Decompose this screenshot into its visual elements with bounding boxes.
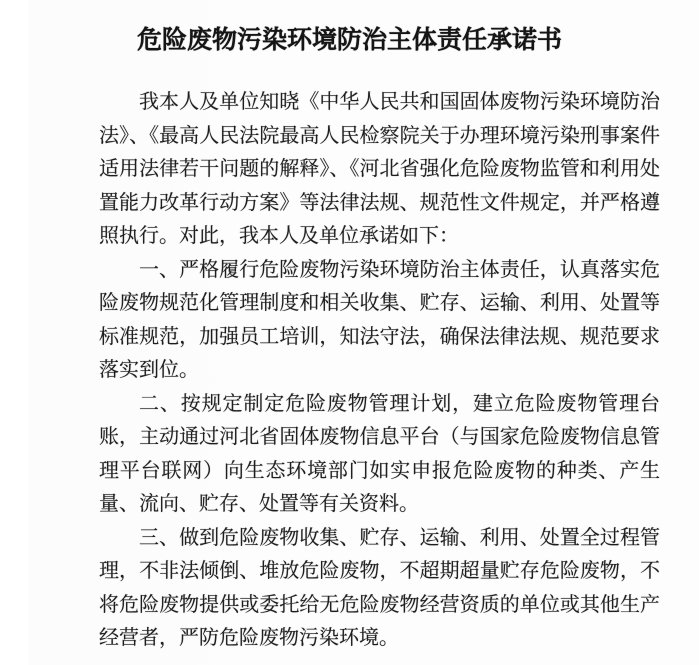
scan-edge-band (0, 0, 28, 665)
paragraph-item-1: 一、严格履行危险废物污染环境防治主体责任，认真落实危险废物规范化管理制度和相关收集、贮存、运输、利用、处置等标准规范，加强员工培训，知法守法，确保法律法规、规范要求落实到位。 (99, 258, 660, 381)
paragraph-item-2: 二、按规定制定危险废物管理计划，建立危险废物管理台账，主动通过河北省固体废物信息平台（与国家危险废物信息管理平台联网）向生态环境部门如实申报危险废物的种类、产生量、流向、贮存、处置等有关资料。 (99, 392, 660, 515)
paragraph-item-3: 三、做到危险废物收集、贮存、运输、利用、处置全过程管理，不非法倾倒、堆放危险废物，不超期超量贮存危险废物，不将危险废物提供或委托给无危险废物经营资质的单位或其他生产经营者，严防危险废物污染环境。 (99, 526, 660, 649)
document-body (99, 86, 660, 656)
document-title: 危险废物污染环境防治主体责任承诺书 (136, 27, 562, 54)
paragraph-intro: 我本人及单位知晓《中华人民共和国固体废物污染环境防治法》、《最高人民法院最高人民检察院关于办理环境污染刑事案件适用法律若干问题的解释》、《河北省强化危险废物监管和利用处置能力改革行动方案》等法律法规、规范性文件规定，并严格遵照执行。对此，我本人及单位承诺如下： (99, 91, 660, 247)
